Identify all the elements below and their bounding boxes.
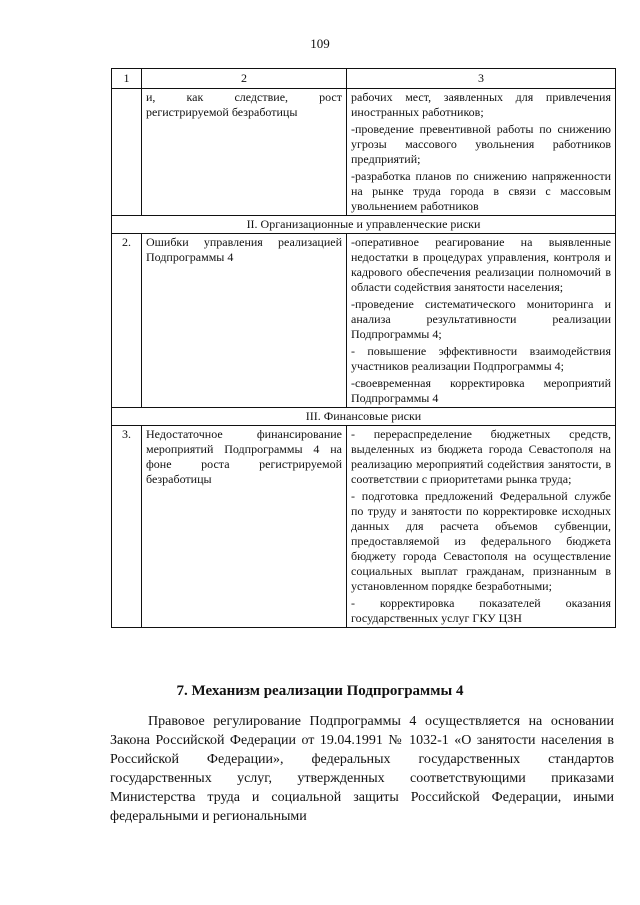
measure-item: - подготовка предложений Федеральной службе по труду и занятости по корректировке исходных данных для расчета объемов субвенции, предоставляемой из федерального бюджета бюджету города Севастополя на осуществление социальных выплат гражданам, признанным в установленном порядке безработными; (351, 489, 611, 593)
risk-description: и, как следствие, рост регистрируемой безработицы (142, 89, 347, 216)
table-header-row (112, 69, 616, 89)
risk-number (112, 89, 142, 216)
table-row (112, 426, 616, 628)
risk-number: 2. (112, 234, 142, 408)
measure-item: -своевременная корректировка мероприятий Подпрограммы 4 (351, 376, 611, 405)
risk-table (111, 68, 616, 628)
measure-item: - повышение эффективности взаимодействия участников реализации Подпрограммы 4; (351, 344, 611, 373)
column-header: 1 (112, 69, 142, 89)
measure-item: -проведение превентивной работы по снижению угрозы массового увольнения работников предприятий; (351, 122, 611, 166)
risk-measures (347, 89, 616, 216)
risk-number: 3. (112, 426, 142, 628)
risk-measures (347, 234, 616, 408)
risk-measures (347, 426, 616, 628)
measure-item: -проведение систематического мониторинга и анализа результативности реализации Подпрограммы 4; (351, 297, 611, 341)
measure-item: - корректировка показателей оказания государственных услуг ГКУ ЦЗН (351, 596, 611, 625)
section-title-organizational: II. Организационные и управленческие риски (112, 216, 616, 234)
section-row (112, 216, 616, 234)
risk-description: Недостаточное финансирование мероприятий Подпрограммы 4 на фоне роста регистрируемой безработицы (142, 426, 347, 628)
measure-item: -оперативное реагирование на выявленные недостатки в процедурах управления, контроля и кадрового обеспечения реализации полномочий в области содействия занятости населения; (351, 235, 611, 294)
measure-item: - перераспределение бюджетных средств, выделенных из бюджета города Севастополя на реализацию мероприятий содействия занятости, в соответствии с приоритетами рынка труда; (351, 427, 611, 486)
table-row (112, 89, 616, 216)
risk-description: Ошибки управления реализацией Подпрограммы 4 (142, 234, 347, 408)
section-row (112, 408, 616, 426)
table-row (112, 234, 616, 408)
measure-item: -разработка планов по снижению напряженности на рынке труда города в связи с массовым увольнением работников (351, 169, 611, 213)
body-paragraph: Правовое регулирование Подпрограммы 4 осуществляется на основании Закона Российской Федерации от 19.04.1991 № 1032-1 «О занятости населения в Российской Федерации», федеральных государственных стандартов государственных услуг, утвержденных соответствующими приказами Министерства труда и социальной защиты Российской Федерации, иными федеральными и региональными (110, 714, 614, 824)
page-number: 109 (310, 36, 330, 51)
section-title-financial: III. Финансовые риски (112, 408, 616, 426)
section-heading: 7. Механизм реализации Подпрограммы 4 (176, 683, 464, 699)
column-header: 2 (142, 69, 347, 89)
measure-item: рабочих мест, заявленных для привлечения иностранных работников; (351, 90, 611, 119)
column-header: 3 (347, 69, 616, 89)
